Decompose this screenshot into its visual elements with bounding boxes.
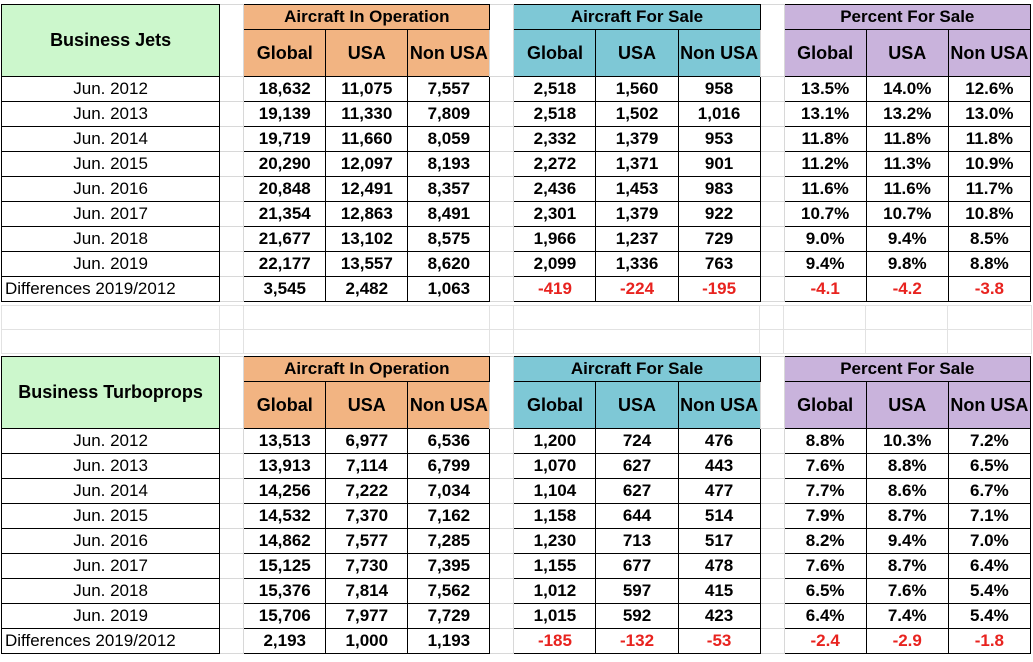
difference-value-cell: -2.4 — [784, 629, 866, 654]
difference-value-cell: -53 — [678, 629, 760, 654]
spacer-cell — [490, 177, 514, 202]
differences-label: Differences 2019/2012 — [2, 277, 220, 302]
value-cell: 11.6% — [866, 177, 948, 202]
value-cell: 2,099 — [514, 252, 596, 277]
spacer-cell — [220, 529, 244, 554]
value-cell: 13.2% — [866, 102, 948, 127]
value-cell: 677 — [596, 554, 678, 579]
row-year-label: Jun. 2013 — [2, 454, 220, 479]
value-cell: 627 — [596, 454, 678, 479]
value-cell: 8.7% — [866, 504, 948, 529]
spacer-cell — [220, 127, 244, 152]
header-aircraft-in-operation: Aircraft In Operation — [244, 357, 490, 382]
value-cell: 415 — [678, 579, 760, 604]
business-turboprops-table — [1, 356, 1031, 654]
value-cell: 7,977 — [326, 604, 408, 629]
value-cell: 1,104 — [514, 479, 596, 504]
table-row — [2, 579, 1031, 604]
value-cell: 5.4% — [948, 579, 1030, 604]
value-cell: 1,966 — [514, 227, 596, 252]
value-cell: 1,560 — [596, 77, 678, 102]
spacer-cell — [220, 357, 244, 429]
value-cell: 7.4% — [866, 604, 948, 629]
value-cell: 2,518 — [514, 77, 596, 102]
spacer-cell — [760, 77, 784, 102]
spacer-cell — [760, 127, 784, 152]
spacer-cell — [220, 579, 244, 604]
value-cell: 10.7% — [784, 202, 866, 227]
value-cell: 11.8% — [784, 127, 866, 152]
value-cell: 2,518 — [514, 102, 596, 127]
value-cell: 1,015 — [514, 604, 596, 629]
value-cell: 7,114 — [326, 454, 408, 479]
value-cell: 724 — [596, 429, 678, 454]
header-percent-for-sale: Percent For Sale — [784, 357, 1030, 382]
value-cell: 11.7% — [948, 177, 1030, 202]
difference-value-cell: 1,000 — [326, 629, 408, 654]
differences-label: Differences 2019/2012 — [2, 629, 220, 654]
value-cell: 729 — [678, 227, 760, 252]
row-year-label: Jun. 2012 — [2, 77, 220, 102]
value-cell: 13,557 — [326, 252, 408, 277]
row-year-label: Jun. 2015 — [2, 504, 220, 529]
spacer-cell — [490, 202, 514, 227]
table-row — [2, 429, 1031, 454]
spacer-cell — [490, 102, 514, 127]
difference-value-cell: -4.1 — [784, 277, 866, 302]
value-cell: 13,913 — [244, 454, 326, 479]
spacer-cell — [220, 227, 244, 252]
value-cell: 7,162 — [408, 504, 490, 529]
value-cell: 514 — [678, 504, 760, 529]
value-cell: 7.2% — [948, 429, 1030, 454]
value-cell: 8.7% — [866, 554, 948, 579]
value-cell: 11,660 — [326, 127, 408, 152]
value-cell: 1,379 — [596, 127, 678, 152]
value-cell: 627 — [596, 479, 678, 504]
spacer-cell — [490, 454, 514, 479]
value-cell: 8.8% — [948, 252, 1030, 277]
difference-value-cell: -2.9 — [866, 629, 948, 654]
table-row — [2, 529, 1031, 554]
spacer-cell — [490, 77, 514, 102]
spacer-cell — [760, 357, 784, 429]
subheader-for-sale-global: Global — [514, 382, 596, 429]
spacer-cell — [220, 454, 244, 479]
spacer-cell — [490, 127, 514, 152]
row-year-label: Jun. 2015 — [2, 152, 220, 177]
table-row — [2, 504, 1031, 529]
value-cell: 13,102 — [326, 227, 408, 252]
subheader-for-sale-non-usa: Non USA — [678, 30, 760, 77]
value-cell: 1,155 — [514, 554, 596, 579]
spacer-cell — [490, 504, 514, 529]
value-cell: 7,395 — [408, 554, 490, 579]
value-cell: 13.0% — [948, 102, 1030, 127]
value-cell: 15,706 — [244, 604, 326, 629]
value-cell: 6.4% — [784, 604, 866, 629]
spacer-cell — [490, 604, 514, 629]
value-cell: 7.7% — [784, 479, 866, 504]
difference-value-cell: -3.8 — [948, 277, 1030, 302]
spacer-cell — [490, 227, 514, 252]
value-cell: 7.6% — [784, 454, 866, 479]
difference-value-cell: -224 — [596, 277, 678, 302]
value-cell: 713 — [596, 529, 678, 554]
value-cell: 423 — [678, 604, 760, 629]
table-row — [2, 227, 1031, 252]
spacer-cell — [760, 102, 784, 127]
value-cell: 9.8% — [866, 252, 948, 277]
spacer-cell — [760, 227, 784, 252]
value-cell: 11,330 — [326, 102, 408, 127]
table-row — [2, 177, 1031, 202]
value-cell: 14,256 — [244, 479, 326, 504]
business-jets-title: Business Jets — [2, 5, 220, 77]
value-cell: 8,575 — [408, 227, 490, 252]
value-cell: 9.0% — [784, 227, 866, 252]
value-cell: 11.2% — [784, 152, 866, 177]
table-row — [2, 102, 1031, 127]
value-cell: 18,632 — [244, 77, 326, 102]
spacer-cell — [490, 152, 514, 177]
difference-value-cell: -4.2 — [866, 277, 948, 302]
value-cell: 8.8% — [866, 454, 948, 479]
spacer-cell — [220, 629, 244, 654]
spacer-cell — [220, 102, 244, 127]
row-year-label: Jun. 2017 — [2, 202, 220, 227]
value-cell: 7.6% — [784, 554, 866, 579]
spacer-cell — [220, 429, 244, 454]
value-cell: 14,862 — [244, 529, 326, 554]
table-row — [2, 454, 1031, 479]
value-cell: 7,370 — [326, 504, 408, 529]
value-cell: 11.8% — [948, 127, 1030, 152]
value-cell: 9.4% — [866, 529, 948, 554]
difference-value-cell: 1,063 — [408, 277, 490, 302]
value-cell: 1,336 — [596, 252, 678, 277]
value-cell: 19,719 — [244, 127, 326, 152]
spacer-cell — [220, 77, 244, 102]
value-cell: 12,097 — [326, 152, 408, 177]
spacer-cell — [490, 529, 514, 554]
subheader-percent-global: Global — [784, 382, 866, 429]
value-cell: 20,848 — [244, 177, 326, 202]
subheader-operation-non-usa: Non USA — [408, 382, 490, 429]
subheader-operation-global: Global — [244, 382, 326, 429]
subheader-operation-usa: USA — [326, 30, 408, 77]
value-cell: 2,436 — [514, 177, 596, 202]
spacer-cell — [490, 579, 514, 604]
value-cell: 15,125 — [244, 554, 326, 579]
value-cell: 7.9% — [784, 504, 866, 529]
spacer-cell — [490, 277, 514, 302]
value-cell: 7.1% — [948, 504, 1030, 529]
spacer-cell — [490, 5, 514, 77]
value-cell: 19,139 — [244, 102, 326, 127]
subheader-percent-global: Global — [784, 30, 866, 77]
spacer-cell — [760, 529, 784, 554]
table-row — [2, 127, 1031, 152]
value-cell: 1,237 — [596, 227, 678, 252]
business-jets-table — [1, 4, 1031, 302]
value-cell: 12,863 — [326, 202, 408, 227]
spacer-cell — [760, 277, 784, 302]
value-cell: 476 — [678, 429, 760, 454]
value-cell: 13,513 — [244, 429, 326, 454]
value-cell: 6,977 — [326, 429, 408, 454]
subheader-for-sale-usa: USA — [596, 382, 678, 429]
value-cell: 477 — [678, 479, 760, 504]
table-row — [2, 554, 1031, 579]
row-year-label: Jun. 2019 — [2, 252, 220, 277]
value-cell: 10.3% — [866, 429, 948, 454]
header-aircraft-in-operation: Aircraft In Operation — [244, 5, 490, 30]
row-year-label: Jun. 2018 — [2, 579, 220, 604]
spacer-cell — [220, 554, 244, 579]
table-row — [2, 604, 1031, 629]
value-cell: 1,070 — [514, 454, 596, 479]
subheader-operation-usa: USA — [326, 382, 408, 429]
table-row — [2, 77, 1031, 102]
difference-value-cell: 2,482 — [326, 277, 408, 302]
value-cell: 8,357 — [408, 177, 490, 202]
value-cell: 9.4% — [866, 227, 948, 252]
spacer-cell — [760, 579, 784, 604]
value-cell: 21,354 — [244, 202, 326, 227]
value-cell: 8.5% — [948, 227, 1030, 252]
subheader-percent-usa: USA — [866, 382, 948, 429]
table-separator — [1, 305, 1032, 354]
value-cell: 10.9% — [948, 152, 1030, 177]
value-cell: 7,577 — [326, 529, 408, 554]
spacer-cell — [220, 277, 244, 302]
value-cell: 1,012 — [514, 579, 596, 604]
subheader-for-sale-usa: USA — [596, 30, 678, 77]
row-year-label: Jun. 2016 — [2, 177, 220, 202]
spacer-cell — [760, 202, 784, 227]
spacer-cell — [490, 554, 514, 579]
subheader-percent-non-usa: Non USA — [948, 382, 1030, 429]
spacer-cell — [220, 479, 244, 504]
header-aircraft-for-sale: Aircraft For Sale — [514, 357, 760, 382]
value-cell: 7,730 — [326, 554, 408, 579]
value-cell: 7,814 — [326, 579, 408, 604]
spacer-cell — [760, 152, 784, 177]
value-cell: 6.5% — [948, 454, 1030, 479]
table-row — [2, 152, 1031, 177]
value-cell: 6.5% — [784, 579, 866, 604]
value-cell: 958 — [678, 77, 760, 102]
value-cell: 1,502 — [596, 102, 678, 127]
spacer-cell — [220, 5, 244, 77]
value-cell: 922 — [678, 202, 760, 227]
value-cell: 2,301 — [514, 202, 596, 227]
spacer-cell — [490, 252, 514, 277]
subheader-for-sale-non-usa: Non USA — [678, 382, 760, 429]
value-cell: 983 — [678, 177, 760, 202]
value-cell: 8.2% — [784, 529, 866, 554]
row-year-label: Jun. 2014 — [2, 127, 220, 152]
differences-row — [2, 629, 1031, 654]
value-cell: 953 — [678, 127, 760, 152]
value-cell: 7,222 — [326, 479, 408, 504]
table-row — [2, 202, 1031, 227]
spacer-cell — [760, 479, 784, 504]
difference-value-cell: 3,545 — [244, 277, 326, 302]
spacer-cell — [220, 604, 244, 629]
spacer-cell — [220, 252, 244, 277]
value-cell: 15,376 — [244, 579, 326, 604]
value-cell: 1,371 — [596, 152, 678, 177]
value-cell: 901 — [678, 152, 760, 177]
value-cell: 22,177 — [244, 252, 326, 277]
row-year-label: Jun. 2013 — [2, 102, 220, 127]
value-cell: 11,075 — [326, 77, 408, 102]
value-cell: 7,729 — [408, 604, 490, 629]
spacer-cell — [490, 357, 514, 429]
value-cell: 478 — [678, 554, 760, 579]
row-year-label: Jun. 2012 — [2, 429, 220, 454]
spacer-cell — [760, 429, 784, 454]
row-year-label: Jun. 2017 — [2, 554, 220, 579]
value-cell: 1,230 — [514, 529, 596, 554]
table-row — [2, 479, 1031, 504]
table-row — [2, 252, 1031, 277]
value-cell: 8,620 — [408, 252, 490, 277]
spacer-cell — [760, 177, 784, 202]
value-cell: 6.7% — [948, 479, 1030, 504]
header-aircraft-for-sale: Aircraft For Sale — [514, 5, 760, 30]
differences-row — [2, 277, 1031, 302]
value-cell: 8,193 — [408, 152, 490, 177]
business-turboprops-title: Business Turboprops — [2, 357, 220, 429]
spacer-cell — [760, 554, 784, 579]
value-cell: 14,532 — [244, 504, 326, 529]
subheader-for-sale-global: Global — [514, 30, 596, 77]
value-cell: 7.6% — [866, 579, 948, 604]
difference-value-cell: -132 — [596, 629, 678, 654]
value-cell: 8.8% — [784, 429, 866, 454]
value-cell: 517 — [678, 529, 760, 554]
value-cell: 443 — [678, 454, 760, 479]
difference-value-cell: 1,193 — [408, 629, 490, 654]
value-cell: 1,200 — [514, 429, 596, 454]
difference-value-cell: -419 — [514, 277, 596, 302]
difference-value-cell: -185 — [514, 629, 596, 654]
value-cell: 6,799 — [408, 454, 490, 479]
value-cell: 10.8% — [948, 202, 1030, 227]
value-cell: 7.0% — [948, 529, 1030, 554]
subheader-operation-global: Global — [244, 30, 326, 77]
subheader-percent-usa: USA — [866, 30, 948, 77]
value-cell: 14.0% — [866, 77, 948, 102]
difference-value-cell: 2,193 — [244, 629, 326, 654]
value-cell: 5.4% — [948, 604, 1030, 629]
value-cell: 1,158 — [514, 504, 596, 529]
row-year-label: Jun. 2014 — [2, 479, 220, 504]
value-cell: 12.6% — [948, 77, 1030, 102]
subheader-operation-non-usa: Non USA — [408, 30, 490, 77]
value-cell: 7,034 — [408, 479, 490, 504]
value-cell: 8,491 — [408, 202, 490, 227]
value-cell: 592 — [596, 604, 678, 629]
value-cell: 8.6% — [866, 479, 948, 504]
spacer-cell — [760, 454, 784, 479]
value-cell: 6.4% — [948, 554, 1030, 579]
value-cell: 7,285 — [408, 529, 490, 554]
value-cell: 13.5% — [784, 77, 866, 102]
spacer-cell — [490, 429, 514, 454]
spacer-cell — [490, 629, 514, 654]
value-cell: 7,562 — [408, 579, 490, 604]
subheader-percent-non-usa: Non USA — [948, 30, 1030, 77]
value-cell: 11.6% — [784, 177, 866, 202]
header-percent-for-sale: Percent For Sale — [784, 5, 1030, 30]
value-cell: 12,491 — [326, 177, 408, 202]
spacer-cell — [760, 252, 784, 277]
value-cell: 10.7% — [866, 202, 948, 227]
value-cell: 11.8% — [866, 127, 948, 152]
row-year-label: Jun. 2018 — [2, 227, 220, 252]
spacer-cell — [220, 177, 244, 202]
spacer-cell — [220, 152, 244, 177]
row-year-label: Jun. 2016 — [2, 529, 220, 554]
value-cell: 8,059 — [408, 127, 490, 152]
spacer-cell — [760, 504, 784, 529]
value-cell: 1,453 — [596, 177, 678, 202]
value-cell: 6,536 — [408, 429, 490, 454]
value-cell: 11.3% — [866, 152, 948, 177]
spacer-cell — [490, 479, 514, 504]
value-cell: 7,557 — [408, 77, 490, 102]
spacer-cell — [760, 604, 784, 629]
value-cell: 597 — [596, 579, 678, 604]
spacer-cell — [760, 629, 784, 654]
difference-value-cell: -1.8 — [948, 629, 1030, 654]
value-cell: 2,272 — [514, 152, 596, 177]
value-cell: 9.4% — [784, 252, 866, 277]
difference-value-cell: -195 — [678, 277, 760, 302]
value-cell: 7,809 — [408, 102, 490, 127]
value-cell: 21,677 — [244, 227, 326, 252]
row-year-label: Jun. 2019 — [2, 604, 220, 629]
spacer-cell — [760, 5, 784, 77]
spacer-cell — [220, 504, 244, 529]
spacer-cell — [220, 202, 244, 227]
value-cell: 644 — [596, 504, 678, 529]
value-cell: 13.1% — [784, 102, 866, 127]
value-cell: 20,290 — [244, 152, 326, 177]
value-cell: 1,016 — [678, 102, 760, 127]
value-cell: 1,379 — [596, 202, 678, 227]
value-cell: 763 — [678, 252, 760, 277]
value-cell: 2,332 — [514, 127, 596, 152]
